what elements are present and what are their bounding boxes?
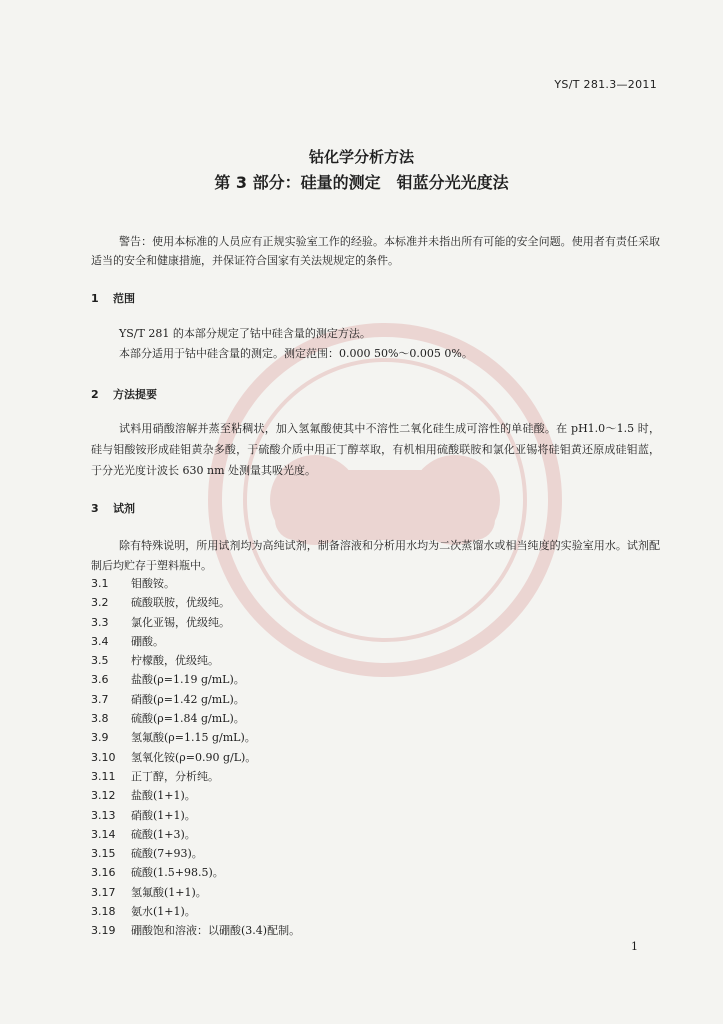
item-number: 3.15: [91, 847, 116, 861]
item-number: 3.10: [91, 750, 116, 764]
section-number: 2: [91, 388, 99, 401]
list-item: [91, 594, 651, 613]
section-title: 范围: [113, 292, 135, 305]
paragraph: 试料用硝酸溶解并蒸至粘稠状，加入氢氟酸使其中不溶性二氧化硅生成可溶性的单硅酸。在 pH1.0～1.5 时，硅与钼酸铵形成硅钼黄杂多酸，于硫酸介质中用正丁醇萃取，有机相用硫酸联胺和氯化亚锡将硅钼黄还原成硅钼蓝，于分光光度计波长 630 nm 处测量其吸光度。: [91, 422, 660, 477]
list-item: [91, 768, 651, 787]
item-text: 硫酸联胺，优级纯。: [131, 596, 230, 610]
list-item: [91, 884, 651, 903]
section-title: 方法提要: [113, 388, 157, 401]
item-number: 3.14: [91, 827, 116, 841]
item-text: 硫酸(1.5+98.5)。: [131, 866, 224, 880]
list-item: [91, 729, 651, 748]
item-number: 3.11: [91, 769, 116, 783]
list-item: [91, 614, 651, 633]
item-number: 3.8: [91, 712, 109, 726]
section-heading-scope: [91, 290, 135, 306]
list-item: [91, 710, 651, 729]
item-number: 3.17: [91, 885, 116, 899]
list-item: [91, 845, 651, 864]
document-title: 钴化学分析方法: [308, 148, 414, 166]
item-number: 3.13: [91, 808, 116, 822]
item-text: 氢氟酸(ρ=1.15 g/mL)。: [131, 731, 256, 745]
reagent-list: [91, 575, 651, 942]
item-number: 3.5: [91, 654, 109, 668]
item-number: 3.7: [91, 692, 109, 706]
item-text: 硫酸(ρ=1.84 g/mL)。: [131, 712, 245, 726]
item-number: 3.1: [91, 577, 109, 590]
item-text: 钼酸铵。: [131, 577, 175, 590]
item-number: 3.16: [91, 866, 116, 880]
item-text: 正丁醇，分析纯。: [131, 769, 219, 783]
list-item: [91, 864, 651, 883]
list-item: [91, 787, 651, 806]
list-item: [91, 691, 651, 710]
section-number: 1: [91, 292, 99, 305]
item-text: 氢氧化铵(ρ=0.90 g/L)。: [131, 750, 257, 764]
section-title: 试剂: [113, 502, 135, 515]
item-text: 盐酸(ρ=1.19 g/mL)。: [131, 673, 245, 687]
item-number: 3.9: [91, 731, 109, 745]
paragraph: 本部分适用于钴中硅含量的测定。测定范围：0.000 50%～0.005 0%。: [119, 347, 473, 360]
section-number: 3: [91, 502, 99, 515]
warning-paragraph: 警告：使用本标准的人员应有正规实验室工作的经验。本标准并未指出所有可能的安全问题。使用者有责任采取适当的安全和健康措施，并保证符合国家有关法规规定的条件。: [91, 235, 660, 267]
paragraph: YS/T 281 的本部分规定了钴中硅含量的测定方法。: [119, 327, 371, 340]
item-text: 硼酸。: [131, 634, 164, 648]
item-number: 3.12: [91, 789, 116, 803]
list-item: [91, 922, 651, 941]
item-number: 3.3: [91, 615, 109, 629]
section-heading-reagents: [91, 500, 135, 516]
standard-code: YS/T 281.3—2011: [554, 78, 657, 91]
list-item: [91, 903, 651, 922]
list-item: [91, 633, 651, 652]
list-item: [91, 749, 651, 768]
item-text: 硫酸(7+93)。: [131, 847, 203, 861]
item-number: 3.18: [91, 905, 116, 919]
item-number: 3.6: [91, 673, 109, 687]
item-text: 氨水(1+1)。: [131, 905, 196, 919]
item-text: 硼酸饱和溶液：以硼酸(3.4)配制。: [131, 924, 301, 938]
paragraph: 除有特殊说明，所用试剂均为高纯试剂，制备溶液和分析用水均为二次蒸馏水或相当纯度的实验室用水。试剂配制后均贮存于塑料瓶中。: [91, 539, 660, 572]
item-number: 3.19: [91, 924, 116, 938]
item-text: 盐酸(1+1)。: [131, 789, 196, 803]
list-item: [91, 575, 651, 594]
section-heading-principle: [91, 386, 157, 402]
list-item: [91, 807, 651, 826]
item-text: 硫酸(1+3)。: [131, 827, 196, 841]
list-item: [91, 826, 651, 845]
item-text: 柠檬酸，优级纯。: [131, 654, 219, 668]
item-text: 硝酸(ρ=1.42 g/mL)。: [131, 692, 245, 706]
list-item: [91, 671, 651, 690]
item-number: 3.4: [91, 634, 109, 648]
page-number: 1: [631, 940, 638, 953]
item-number: 3.2: [91, 596, 109, 610]
list-item: [91, 652, 651, 671]
item-text: 氢氟酸(1+1)。: [131, 885, 207, 899]
item-text: 氯化亚锡，优级纯。: [131, 615, 230, 629]
item-text: 硝酸(1+1)。: [131, 808, 196, 822]
document-subtitle: 第 3 部分：硅量的测定 钼蓝分光光度法: [214, 173, 509, 192]
